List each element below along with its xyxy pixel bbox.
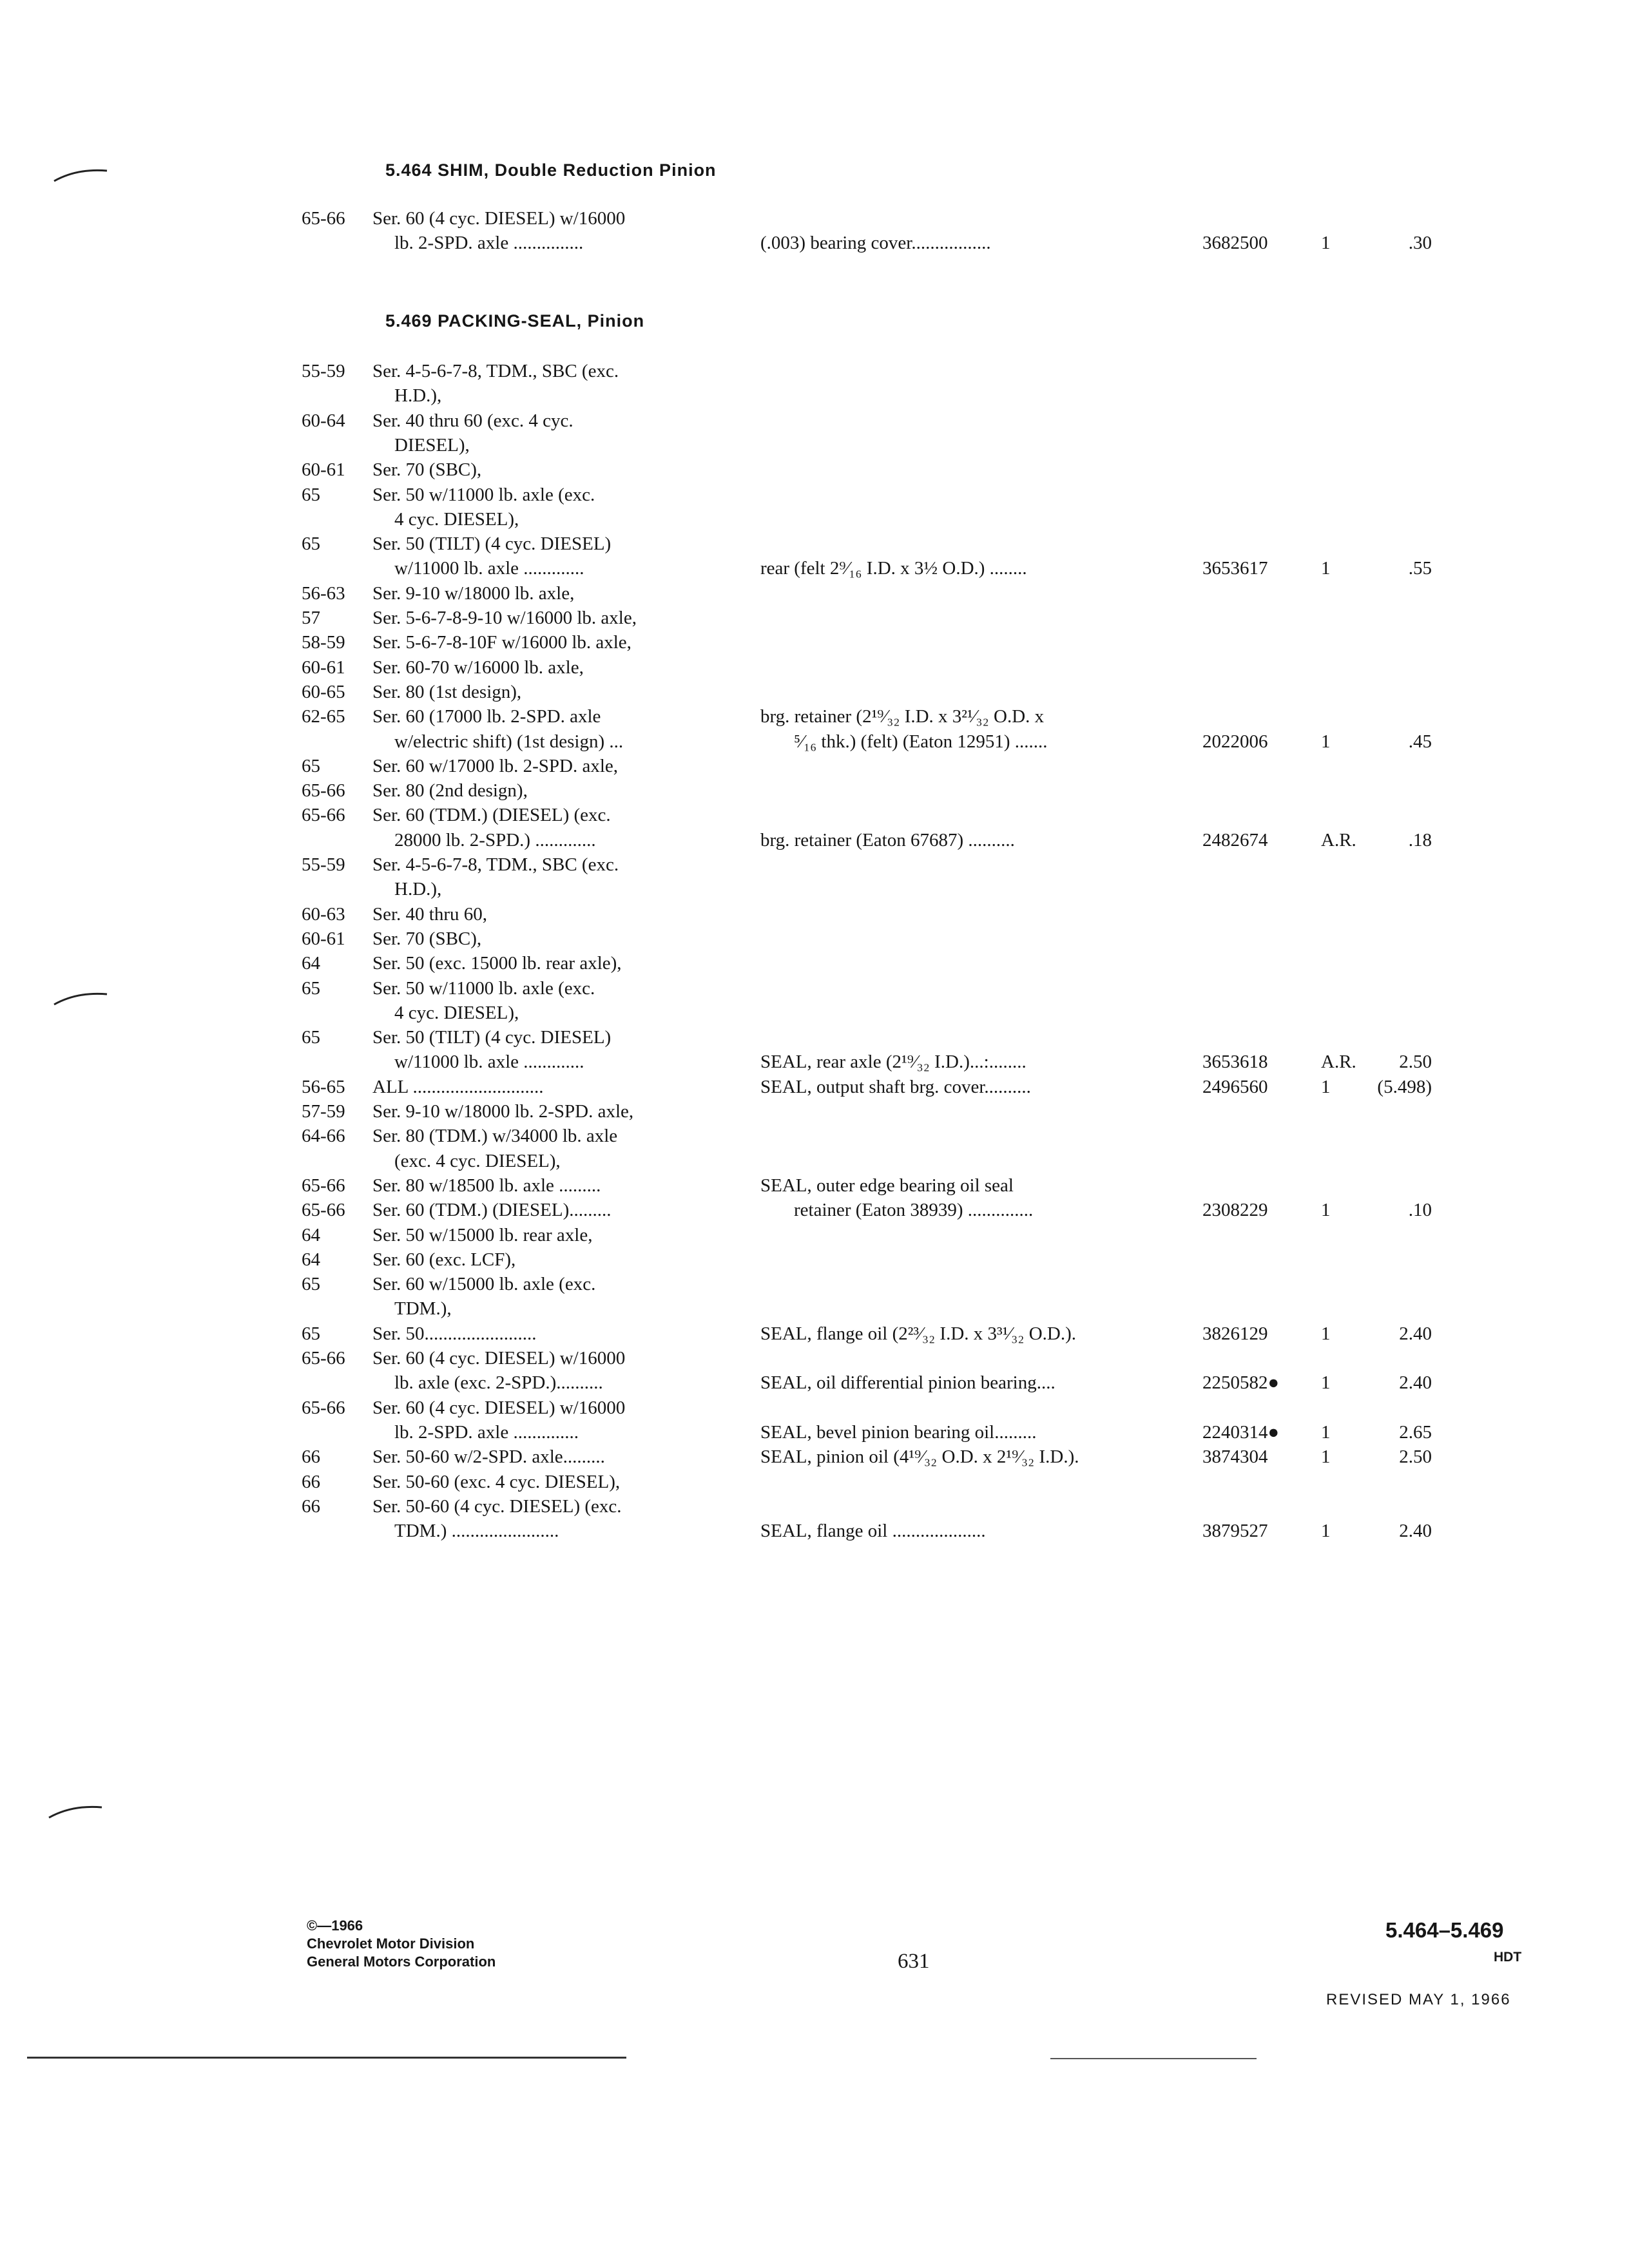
parts-row [0,360,1629,383]
model-applicability: 28000 lb. 2-SPD.) ............. [394,829,596,850]
part-number: 3653617 [1202,558,1268,579]
parts-row [0,754,1629,778]
price: 2.50 [1399,1052,1432,1073]
parts-row [0,656,1629,679]
price: .18 [1408,829,1432,850]
quantity: 1 [1321,1421,1331,1443]
quantity: 1 [1321,1446,1331,1468]
model-years: 65 [302,755,320,776]
model-applicability: Ser. 70 (SBC), [372,459,482,481]
model-years: 65 [302,533,320,555]
parts-row [0,680,1629,704]
parts-row [0,458,1629,481]
parts-row [0,927,1629,950]
parts-row [0,1100,1629,1123]
model-applicability: Ser. 60 (4 cyc. DIESEL) w/16000 [372,1348,626,1369]
price: 2.40 [1399,1372,1432,1394]
parts-row [0,508,1629,531]
model-years: 66 [302,1495,320,1517]
model-applicability: w/electric shift) (1st design) ... [394,731,624,752]
model-applicability: Ser. 80 (TDM.) w/34000 lb. axle [372,1126,618,1147]
part-description: SEAL, pinion oil (4¹⁹⁄₃₂ O.D. x 2¹⁹⁄₃₂ I.D.). [760,1446,1079,1468]
model-applicability: Ser. 50 (exc. 15000 lb. rear axle), [372,953,622,974]
model-years: 60-64 [302,410,345,431]
model-applicability: Ser. 60-70 w/16000 lb. axle, [372,657,584,678]
parts-row [0,1174,1629,1197]
margin-mark [52,988,110,1007]
parts-row [0,803,1629,827]
model-years: 64 [302,1224,320,1245]
model-applicability: Ser. 60 w/17000 lb. 2-SPD. axle, [372,755,619,776]
model-years: 64-66 [302,1126,345,1147]
parts-row [0,903,1629,926]
part-description: ⁵⁄₁₆ thk.) (felt) (Eaton 12951) ....... [794,731,1048,752]
model-years: 65-66 [302,1200,345,1221]
price: 2.40 [1399,1323,1432,1344]
model-years: 62-65 [302,706,345,727]
footer-division: Chevrolet Motor Division [307,1936,475,1952]
quantity: A.R. [1321,1052,1356,1073]
model-applicability: H.D.), [394,879,442,900]
model-years: 60-61 [302,657,345,678]
model-applicability: Ser. 60 (17000 lb. 2-SPD. axle [372,706,601,727]
part-description: SEAL, oil differential pinion bearing.... [760,1372,1055,1394]
parts-row [0,1124,1629,1148]
parts-row [0,1445,1629,1468]
part-number: 2308229 [1202,1200,1268,1221]
part-description: SEAL, outer edge bearing oil seal [760,1175,1014,1196]
model-years: 55-59 [302,854,345,875]
model-applicability: Ser. 60 (4 cyc. DIESEL) w/16000 [372,208,626,229]
model-applicability: TDM.), [394,1298,452,1320]
model-years: 57 [302,608,320,628]
model-years: 55-59 [302,361,345,381]
part-description: SEAL, rear axle (2¹⁹⁄₃₂ I.D.)...:........ [760,1052,1027,1073]
part-description: retainer (Eaton 38939) .............. [794,1200,1034,1221]
model-years: 60-65 [302,681,345,702]
section-heading-5-464: 5.464 SHIM, Double Reduction Pinion [385,160,717,180]
quantity: 1 [1321,1521,1331,1542]
model-applicability: Ser. 40 thru 60 (exc. 4 cyc. [372,410,574,431]
parts-row [0,409,1629,432]
parts-row [0,730,1629,753]
parts-row [0,829,1629,852]
parts-row [0,483,1629,506]
part-number: 3874304 [1202,1446,1268,1468]
parts-row [0,1149,1629,1173]
part-description: (.003) bearing cover................. [760,233,991,254]
price: .30 [1408,233,1432,254]
model-years: 66 [302,1446,320,1468]
parts-row [0,1198,1629,1222]
parts-row [0,1026,1629,1049]
model-applicability: Ser. 9-10 w/18000 lb. axle, [372,582,575,604]
model-applicability: Ser. 50 (TILT) (4 cyc. DIESEL) [372,1027,612,1048]
parts-row [0,231,1629,255]
model-applicability: Ser. 80 (2nd design), [372,780,528,802]
model-years: 65-66 [302,1175,345,1196]
section-heading-5-469: 5.469 PACKING-SEAL, Pinion [385,311,645,331]
part-number: 2250582● [1202,1372,1280,1394]
model-years: 65 [302,1274,320,1295]
model-applicability: Ser. 4-5-6-7-8, TDM., SBC (exc. [372,361,619,381]
price: 2.40 [1399,1521,1432,1542]
margin-mark [46,1801,104,1820]
model-applicability: Ser. 80 (1st design), [372,681,522,702]
parts-row [0,853,1629,876]
parts-row [0,582,1629,605]
model-applicability: Ser. 50 w/11000 lb. axle (exc. [372,977,595,999]
parts-row [0,952,1629,975]
model-years: 65-66 [302,208,345,229]
model-years: 66 [302,1471,320,1492]
part-number: 2496560 [1202,1076,1268,1097]
model-years: 65-66 [302,805,345,826]
model-applicability: Ser. 50........................ [372,1323,537,1344]
model-years: 64 [302,1249,320,1270]
model-applicability: H.D.), [394,385,442,407]
model-applicability: Ser. 50-60 (4 cyc. DIESEL) (exc. [372,1495,622,1517]
parts-row [0,1421,1629,1444]
model-applicability: Ser. 50-60 w/2-SPD. axle......... [372,1446,605,1468]
model-applicability: Ser. 50 w/11000 lb. axle (exc. [372,484,595,505]
quantity: 1 [1321,558,1331,579]
model-applicability: Ser. 50 w/15000 lb. rear axle, [372,1224,593,1245]
parts-row [0,1495,1629,1518]
margin-mark [52,164,110,184]
price: (5.498) [1377,1076,1432,1097]
parts-row [0,1075,1629,1099]
model-applicability: Ser. 40 thru 60, [372,903,488,925]
page-number: 631 [898,1950,930,1973]
part-description: brg. retainer (2¹⁹⁄₃₂ I.D. x 3²¹⁄₃₂ O.D. x [760,706,1045,727]
quantity: 1 [1321,1076,1331,1097]
part-description: SEAL, flange oil (2²³⁄₃₂ I.D. x 3³¹⁄₃₂ O.D.). [760,1323,1077,1344]
model-applicability: lb. 2-SPD. axle ............... [394,233,584,254]
quantity: 1 [1321,233,1331,254]
model-applicability: (exc. 4 cyc. DIESEL), [394,1150,561,1171]
footer-code: HDT [1494,1950,1522,1965]
quantity: 1 [1321,731,1331,752]
parts-row [0,1396,1629,1419]
parts-row [0,1248,1629,1271]
parts-row [0,1001,1629,1024]
parts-row [0,1297,1629,1320]
parts-row [0,705,1629,728]
model-years: 65 [302,1323,320,1344]
parts-row [0,1322,1629,1345]
model-applicability: Ser. 50-60 (exc. 4 cyc. DIESEL), [372,1471,621,1492]
part-description: SEAL, output shaft brg. cover.......... [760,1076,1031,1097]
parts-row [0,1371,1629,1394]
parts-row [0,1273,1629,1296]
parts-row [0,606,1629,629]
model-years: 56-63 [302,582,345,604]
model-applicability: Ser. 60 (TDM.) (DIESEL) (exc. [372,805,611,826]
part-number: 2240314● [1202,1421,1280,1443]
parts-row [0,878,1629,901]
parts-row [0,977,1629,1000]
part-number: 2482674 [1202,829,1268,850]
price: .10 [1408,1200,1432,1221]
parts-row [0,207,1629,230]
model-years: 57-59 [302,1101,345,1122]
parts-row [0,557,1629,580]
model-applicability: lb. axle (exc. 2-SPD.).......... [394,1372,603,1394]
model-applicability: TDM.) ....................... [394,1521,559,1542]
model-years: 65-66 [302,1397,345,1418]
bottom-rule [1050,2058,1257,2059]
price: 2.50 [1399,1446,1432,1468]
quantity: 1 [1321,1323,1331,1344]
part-description: brg. retainer (Eaton 67687) .......... [760,829,1015,850]
model-applicability: Ser. 80 w/18500 lb. axle ......... [372,1175,601,1196]
part-number: 3682500 [1202,233,1268,254]
part-description: rear (felt 2⁹⁄₁₆ I.D. x 3½ O.D.) ........ [760,558,1027,579]
footer-section-range: 5.464–5.469 [1385,1918,1504,1942]
parts-row [0,1470,1629,1494]
model-years: 65 [302,484,320,505]
model-applicability: 4 cyc. DIESEL), [394,508,519,530]
model-applicability: Ser. 9-10 w/18000 lb. 2-SPD. axle, [372,1101,634,1122]
model-applicability: Ser. 60 w/15000 lb. axle (exc. [372,1274,596,1295]
quantity: A.R. [1321,829,1356,850]
footer-copyright: ©—1966 [307,1917,363,1934]
model-applicability: ALL ............................ [372,1076,544,1097]
parts-row [0,434,1629,457]
part-number: 3879527 [1202,1521,1268,1542]
model-applicability: Ser. 60 (4 cyc. DIESEL) w/16000 [372,1397,626,1418]
parts-row [0,1519,1629,1542]
model-years: 64 [302,953,320,974]
model-applicability: Ser. 70 (SBC), [372,928,482,949]
model-applicability: Ser. 5-6-7-8-10F w/16000 lb. axle, [372,632,631,653]
model-applicability: Ser. 60 (exc. LCF), [372,1249,516,1270]
model-applicability: Ser. 60 (TDM.) (DIESEL)......... [372,1200,612,1221]
model-applicability: Ser. 50 (TILT) (4 cyc. DIESEL) [372,533,612,555]
price: .55 [1408,558,1432,579]
part-number: 3826129 [1202,1323,1268,1344]
parts-row [0,1224,1629,1247]
part-description: SEAL, bevel pinion bearing oil......... [760,1421,1037,1443]
model-applicability: w/11000 lb. axle ............. [394,558,584,579]
model-years: 60-61 [302,928,345,949]
quantity: 1 [1321,1372,1331,1394]
price: 2.65 [1399,1421,1432,1443]
footer-revised-date: REVISED MAY 1, 1966 [1326,1991,1511,2008]
model-applicability: DIESEL), [394,434,470,456]
parts-row [0,532,1629,555]
footer-corporation: General Motors Corporation [307,1954,496,1970]
model-years: 60-61 [302,459,345,481]
model-applicability: Ser. 4-5-6-7-8, TDM., SBC (exc. [372,854,619,875]
parts-row [0,1347,1629,1370]
bottom-rule [27,2057,626,2059]
parts-row [0,384,1629,407]
price: .45 [1408,731,1432,752]
model-years: 65-66 [302,780,345,802]
part-number: 3653618 [1202,1052,1268,1073]
model-years: 56-65 [302,1076,345,1097]
model-applicability: lb. 2-SPD. axle .............. [394,1421,579,1443]
quantity: 1 [1321,1200,1331,1221]
part-description: SEAL, flange oil .................... [760,1521,986,1542]
model-applicability: w/11000 lb. axle ............. [394,1052,584,1073]
model-years: 65 [302,977,320,999]
part-number: 2022006 [1202,731,1268,752]
model-years: 60-63 [302,903,345,925]
model-applicability: 4 cyc. DIESEL), [394,1002,519,1023]
model-applicability: Ser. 5-6-7-8-9-10 w/16000 lb. axle, [372,608,637,628]
parts-row [0,1050,1629,1073]
parts-row [0,631,1629,654]
model-years: 58-59 [302,632,345,653]
model-years: 65-66 [302,1348,345,1369]
parts-row [0,779,1629,802]
model-years: 65 [302,1027,320,1048]
